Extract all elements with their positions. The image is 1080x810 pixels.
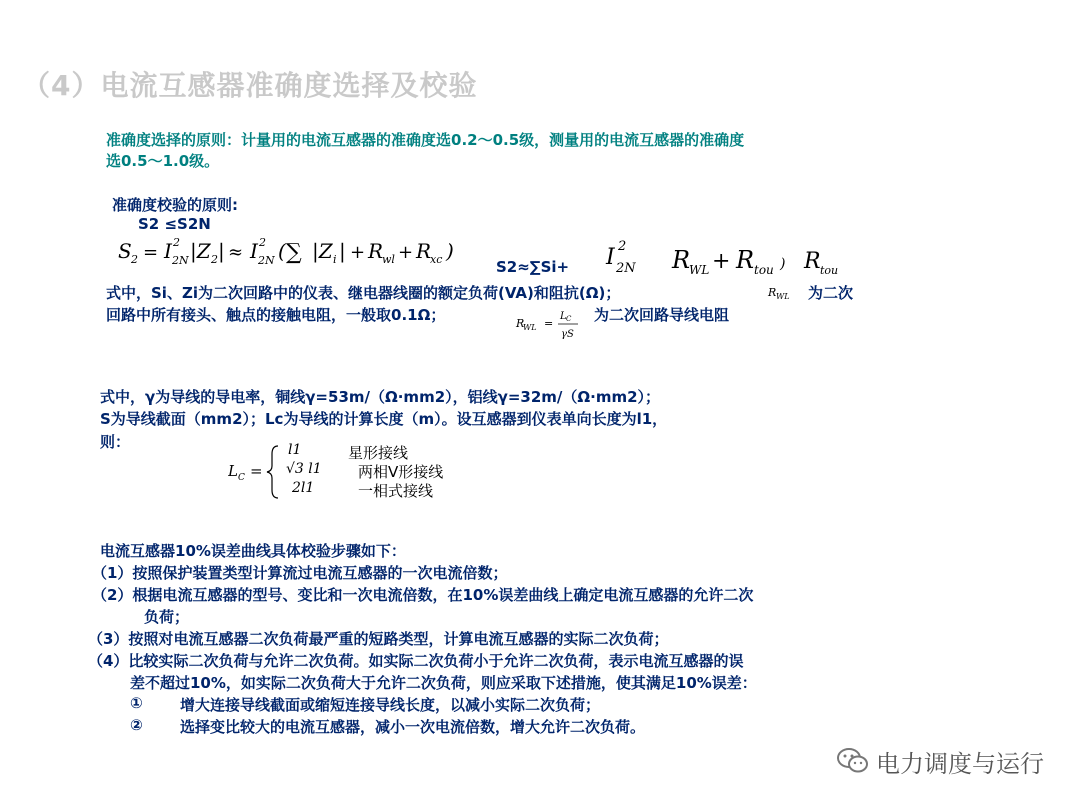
rwl-symbol-svg	[766, 282, 796, 302]
svg-text:I: I	[606, 245, 615, 270]
svg-text:2: 2	[131, 253, 138, 266]
svg-text:R: R	[804, 249, 821, 274]
measure-1-number: ①	[130, 694, 143, 712]
burden-formula-graphic	[116, 234, 486, 270]
lc-piecewise-formula	[228, 442, 508, 502]
svg-text:R: R	[672, 246, 691, 274]
svg-text:L: L	[228, 462, 238, 480]
svg-text:i: i	[333, 253, 337, 266]
rwl-symbol-small	[766, 282, 796, 306]
step-2-line1: （2）根据电流互感器的型号、变比和一次电流倍数，在10%误差曲线上确定电流互感器的允许二次	[92, 586, 754, 604]
step-1: （1）按照保护装置类型计算流过电流互感器的一次电流倍数；	[92, 564, 508, 582]
svg-text:S: S	[118, 239, 132, 263]
svg-text:2: 2	[173, 236, 180, 249]
svg-text:C: C	[238, 473, 245, 483]
svg-text:tou: tou	[820, 264, 839, 277]
svg-text:tou: tou	[754, 263, 774, 277]
description-line1: 式中，Si、Zi为二次回路中的仪表、继电器线圈的额定负荷(VA)和阻抗(Ω)；	[106, 284, 621, 302]
svg-text:R: R	[736, 246, 755, 274]
svg-text:2: 2	[618, 239, 627, 254]
lc-case3-label: 一相式接线	[358, 482, 434, 500]
lc-case3-value: 2l1	[292, 480, 315, 496]
watermark	[876, 744, 1044, 779]
accuracy-check-heading: 准确度校验的原则:	[112, 196, 238, 214]
svg-text:2N: 2N	[172, 254, 189, 267]
rwl-fraction-svg	[514, 302, 584, 342]
measure-1: 增大连接导线截面或缩短连接导线长度，以减小实际二次负荷；	[180, 696, 601, 714]
conductor-line1: 式中，γ为导线的导电率，铜线γ=53m/（Ω·mm2），铝线γ=32m/（Ω·mm2）；	[100, 388, 661, 406]
measure-2: 选择变比较大的电流互感器，减小一次电流倍数，增大允许二次负荷。	[180, 718, 646, 736]
lc-case1-value: l1	[288, 442, 302, 458]
svg-text:∑: ∑	[286, 240, 302, 265]
svg-text:|Z: |Z	[190, 239, 211, 263]
svg-text:WL: WL	[776, 292, 790, 301]
svg-text:|: |	[218, 239, 225, 263]
accuracy-selection-line1: 准确度选择的原则：计量用的电流互感器的准确度选0.2～0.5级，测量用的电流互感器的准确度	[106, 131, 745, 149]
step-3: （3）按照对电流互感器二次负荷最严重的短路类型，计算电流互感器的实际二次负荷；	[88, 630, 669, 648]
accuracy-check-condition: S2 ≤S2N	[138, 215, 211, 233]
conductor-line2: S为导线截面（mm2）；Lc为导线的计算长度（m）。设互感器到仪表单向长度为l1，	[100, 410, 668, 428]
approx-formula-graphic	[604, 236, 854, 284]
svg-text:L: L	[560, 311, 567, 322]
step-4-line2: 差不超过10%，如实际二次负荷大于允许二次负荷，则应采取下述措施，使其满足10%误差：	[130, 674, 757, 692]
lc-case1-label: 星形接线	[348, 444, 409, 462]
accuracy-selection-line2: 选0.5～1.0级。	[106, 152, 220, 170]
wechat-icon	[836, 746, 870, 782]
burden-formula	[116, 234, 486, 274]
svg-text:wl: wl	[382, 253, 395, 266]
svg-text:γS: γS	[561, 329, 574, 340]
lc-case2-label: 两相V形接线	[358, 463, 444, 481]
svg-text:C: C	[566, 315, 572, 323]
approx-formula-text: S2≈∑Si+	[496, 258, 570, 276]
svg-text:): )	[780, 256, 786, 272]
svg-text:|Z: |Z	[312, 239, 333, 263]
svg-text:(: (	[278, 239, 286, 263]
description-line1-tail: 为二次	[808, 284, 854, 302]
svg-text:R: R	[516, 317, 525, 330]
approx-formula-svg	[604, 236, 854, 280]
svg-text:|: |	[339, 239, 346, 263]
watermark-text: 电力调度与运行	[876, 750, 1044, 778]
description-line2-tail: 为二次回路导线电阻	[594, 306, 730, 324]
svg-text:WL: WL	[689, 263, 710, 277]
svg-text:I: I	[250, 239, 258, 263]
svg-text:+: +	[398, 242, 414, 263]
svg-text:I: I	[164, 239, 172, 263]
svg-text:WL: WL	[523, 323, 537, 332]
svg-text:): )	[446, 239, 454, 263]
description-line2: 回路中所有接头、触点的接触电阻，一般取0.1Ω；	[106, 306, 446, 324]
svg-text:2: 2	[259, 236, 266, 249]
svg-text:≈: ≈	[228, 242, 244, 263]
svg-text:2N: 2N	[258, 254, 275, 267]
lc-brace-svg	[228, 442, 288, 502]
rwl-fraction-formula	[514, 302, 584, 346]
step-2-line2: 负荷；	[144, 608, 190, 626]
svg-text:R: R	[368, 239, 384, 263]
steps-heading: 电流互感器10%误差曲线具体校验步骤如下：	[100, 542, 406, 560]
svg-text:=: =	[250, 462, 263, 480]
measure-2-number: ②	[130, 716, 143, 734]
lc-case2-value: √3 l1	[286, 461, 322, 477]
svg-text:=: =	[143, 242, 159, 263]
svg-text:R: R	[768, 286, 777, 299]
svg-text:+: +	[350, 242, 366, 263]
svg-text:2N: 2N	[616, 261, 636, 276]
svg-text:xc: xc	[430, 253, 443, 266]
conductor-line3: 则：	[100, 433, 131, 451]
slide-title: （4）电流互感器准确度选择及校验	[22, 69, 478, 102]
svg-text:R: R	[416, 239, 432, 263]
svg-text:+: +	[712, 249, 731, 274]
svg-text:2: 2	[211, 253, 218, 266]
step-4-line1: （4）比较实际二次负荷与允许二次负荷。如实际二次负荷小于允许二次负荷，表示电流互感器的误	[88, 652, 744, 670]
svg-text:=: =	[544, 317, 554, 330]
